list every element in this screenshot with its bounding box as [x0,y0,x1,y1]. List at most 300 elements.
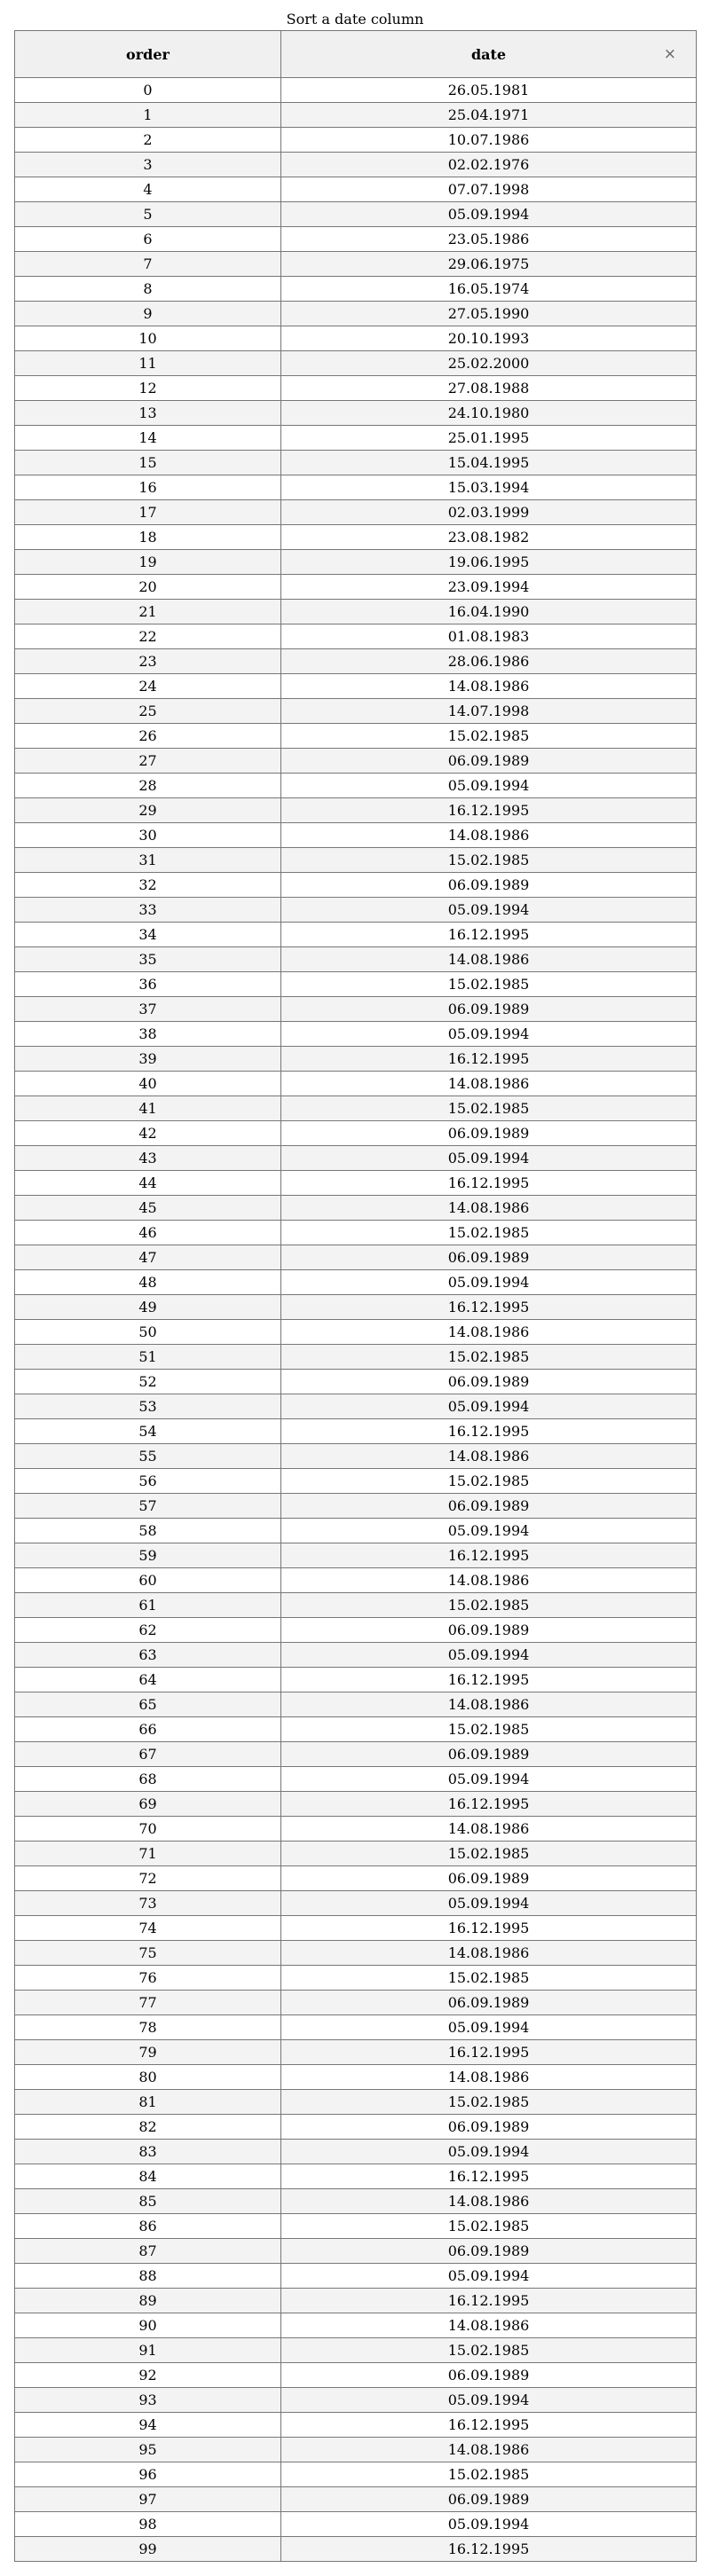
table-row [15,351,697,376]
table-row [15,2140,697,2164]
date-cell: 02.02.1976 [281,153,697,177]
column-header-order[interactable] [15,31,281,78]
order-cell: 25 [15,699,281,724]
date-cell: 16.12.1995 [281,1916,697,1941]
table-row [15,624,697,649]
date-cell: 25.02.2000 [281,351,697,376]
order-cell: 1 [15,103,281,128]
table-row [15,2363,697,2388]
order-cell: 56 [15,1469,281,1494]
date-cell: 27.05.1990 [281,302,697,326]
date-cell: 24.10.1980 [281,401,697,426]
table-row [15,1842,697,1866]
order-cell: 55 [15,1444,281,1469]
table-row [15,1792,697,1817]
order-cell: 11 [15,351,281,376]
order-cell: 10 [15,326,281,351]
table-row [15,1245,697,1270]
date-cell: 14.08.1986 [281,2065,697,2090]
page-title: Sort a date column [286,11,424,27]
date-cell: 05.09.1994 [281,202,697,227]
date-cell: 06.09.1989 [281,2115,697,2140]
date-cell: 16.12.1995 [281,1419,697,1444]
table-row [15,649,697,674]
order-cell: 57 [15,1494,281,1519]
date-cell: 05.09.1994 [281,2140,697,2164]
order-cell: 86 [15,2214,281,2239]
date-cell: 15.02.1985 [281,724,697,749]
date-cell: 06.09.1989 [281,1370,697,1394]
date-cell: 05.09.1994 [281,2512,697,2537]
order-cell: 35 [15,947,281,972]
table-row [15,500,697,525]
date-cell: 14.08.1986 [281,674,697,699]
table-row [15,1047,697,1072]
table-row [15,227,697,252]
order-cell: 39 [15,1047,281,1072]
order-cell: 96 [15,2462,281,2487]
date-cell: 06.09.1989 [281,2487,697,2512]
order-cell: 22 [15,624,281,649]
table-row [15,1494,697,1519]
order-cell: 27 [15,749,281,774]
order-cell: 8 [15,277,281,302]
date-cell: 02.03.1999 [281,500,697,525]
table-row [15,600,697,624]
date-cell: 06.09.1989 [281,1245,697,1270]
date-cell: 06.09.1989 [281,1991,697,2015]
date-cell: 25.01.1995 [281,426,697,451]
table-row [15,426,697,451]
date-cell: 25.04.1971 [281,103,697,128]
date-cell: 16.12.1995 [281,2164,697,2189]
order-cell: 80 [15,2065,281,2090]
table-row [15,177,697,202]
table-row [15,724,697,749]
date-cell: 16.12.1995 [281,1792,697,1817]
date-cell: 16.12.1995 [281,1295,697,1320]
table-row [15,798,697,823]
order-cell: 75 [15,1941,281,1966]
date-cell: 06.09.1989 [281,2239,697,2264]
date-cell: 14.07.1998 [281,699,697,724]
date-cell: 07.07.1998 [281,177,697,202]
order-cell: 49 [15,1295,281,1320]
order-cell: 44 [15,1171,281,1196]
table-row [15,1469,697,1494]
date-cell: 05.09.1994 [281,1519,697,1543]
order-cell: 89 [15,2289,281,2313]
order-cell: 19 [15,550,281,575]
order-cell: 83 [15,2140,281,2164]
date-cell: 14.08.1986 [281,2438,697,2462]
table-row [15,1196,697,1221]
table-row [15,1668,697,1692]
table-row [15,2015,697,2040]
table-row [15,302,697,326]
date-cell: 16.12.1995 [281,2537,697,2562]
table-row [15,1345,697,1370]
order-cell: 52 [15,1370,281,1394]
order-cell: 47 [15,1245,281,1270]
order-cell: 67 [15,1742,281,1767]
order-cell: 29 [15,798,281,823]
order-cell: 93 [15,2388,281,2413]
table-row [15,674,697,699]
table-row [15,2487,697,2512]
table-row [15,1717,697,1742]
date-cell: 15.02.1985 [281,1345,697,1370]
table-row [15,78,697,103]
order-cell: 51 [15,1345,281,1370]
date-cell: 14.08.1986 [281,947,697,972]
date-cell: 15.02.1985 [281,1717,697,1742]
table-row [15,823,697,848]
order-cell: 76 [15,1966,281,1991]
table-row [15,2115,697,2140]
order-cell: 3 [15,153,281,177]
table-row [15,2338,697,2363]
order-cell: 7 [15,252,281,277]
date-cell: 16.04.1990 [281,600,697,624]
date-table [14,30,697,2562]
order-cell: 82 [15,2115,281,2140]
order-cell: 28 [15,774,281,798]
order-cell: 66 [15,1717,281,1742]
table-row [15,774,697,798]
order-cell: 65 [15,1692,281,1717]
order-cell: 53 [15,1394,281,1419]
date-cell: 23.05.1986 [281,227,697,252]
order-cell: 41 [15,1096,281,1121]
table-row [15,898,697,923]
date-cell: 06.09.1989 [281,1866,697,1891]
table-row [15,451,697,475]
order-cell: 62 [15,1618,281,1643]
order-cell: 2 [15,128,281,153]
table-row [15,873,697,898]
date-cell: 05.09.1994 [281,1146,697,1171]
order-cell: 50 [15,1320,281,1345]
order-cell: 88 [15,2264,281,2289]
order-cell: 74 [15,1916,281,1941]
table-row [15,1444,697,1469]
order-cell: 38 [15,1022,281,1047]
date-cell: 05.09.1994 [281,774,697,798]
date-cell: 26.05.1981 [281,78,697,103]
order-cell: 33 [15,898,281,923]
date-cell: 14.08.1986 [281,1941,697,1966]
date-cell: 10.07.1986 [281,128,697,153]
table-row [15,1121,697,1146]
column-header-label: date [470,45,507,63]
order-cell: 78 [15,2015,281,2040]
date-cell: 15.04.1995 [281,451,697,475]
order-cell: 9 [15,302,281,326]
table-row [15,1817,697,1842]
order-cell: 84 [15,2164,281,2189]
date-cell: 05.09.1994 [281,1767,697,1792]
order-cell: 73 [15,1891,281,1916]
table-row [15,1270,697,1295]
table-row [15,1096,697,1121]
table-row [15,1643,697,1668]
table-row [15,1419,697,1444]
order-cell: 45 [15,1196,281,1221]
date-cell: 15.02.1985 [281,1469,697,1494]
order-cell: 32 [15,873,281,898]
table-row [15,1568,697,1593]
date-cell: 01.08.1983 [281,624,697,649]
table-row [15,2239,697,2264]
date-cell: 16.12.1995 [281,2040,697,2065]
date-cell: 16.05.1974 [281,277,697,302]
table-row [15,1916,697,1941]
date-cell: 06.09.1989 [281,997,697,1022]
table-row [15,1519,697,1543]
table-row [15,525,697,550]
table-row [15,699,697,724]
date-cell: 06.09.1989 [281,749,697,774]
order-cell: 0 [15,78,281,103]
date-cell: 15.02.1985 [281,1842,697,1866]
date-cell: 16.12.1995 [281,1543,697,1568]
date-cell: 14.08.1986 [281,1444,697,1469]
table-row [15,2189,697,2214]
table-row [15,997,697,1022]
order-cell: 87 [15,2239,281,2264]
table-row [15,2388,697,2413]
date-cell: 06.09.1989 [281,1121,697,1146]
order-cell: 60 [15,1568,281,1593]
date-cell: 05.09.1994 [281,2264,697,2289]
table-row [15,326,697,351]
order-cell: 23 [15,649,281,674]
table-row [15,2512,697,2537]
column-header-label: order [126,45,170,63]
order-cell: 43 [15,1146,281,1171]
date-cell: 05.09.1994 [281,2015,697,2040]
date-cell: 14.08.1986 [281,1692,697,1717]
date-cell: 15.02.1985 [281,1221,697,1245]
date-cell: 23.09.1994 [281,575,697,600]
table-row [15,2065,697,2090]
table-row [15,1966,697,1991]
table-row [15,972,697,997]
table-row [15,575,697,600]
date-cell: 15.02.1985 [281,1593,697,1618]
date-cell: 14.08.1986 [281,823,697,848]
date-cell: 15.02.1985 [281,972,697,997]
table-row [15,252,697,277]
order-cell: 72 [15,1866,281,1891]
date-cell: 05.09.1994 [281,1022,697,1047]
order-cell: 79 [15,2040,281,2065]
order-cell: 59 [15,1543,281,1568]
date-cell: 05.09.1994 [281,898,697,923]
table-row [15,1692,697,1717]
table-row [15,947,697,972]
order-cell: 40 [15,1072,281,1096]
date-cell: 19.06.1995 [281,550,697,575]
date-cell: 15.03.1994 [281,475,697,500]
date-cell: 14.08.1986 [281,1320,697,1345]
order-cell: 30 [15,823,281,848]
table-row [15,1171,697,1196]
table-row [15,2438,697,2462]
date-cell: 14.08.1986 [281,1072,697,1096]
date-cell: 23.08.1982 [281,525,697,550]
order-cell: 64 [15,1668,281,1692]
table-row [15,103,697,128]
date-cell: 05.09.1994 [281,1270,697,1295]
date-cell: 15.02.1985 [281,2338,697,2363]
table-row [15,2537,697,2562]
order-cell: 63 [15,1643,281,1668]
date-cell: 06.09.1989 [281,1742,697,1767]
table-row [15,1991,697,2015]
table-row [15,2289,697,2313]
table-row [15,1221,697,1245]
date-cell: 14.08.1986 [281,2189,697,2214]
date-cell: 15.02.1985 [281,2462,697,2487]
order-cell: 61 [15,1593,281,1618]
order-cell: 58 [15,1519,281,1543]
column-header-date[interactable] [281,31,697,78]
date-cell: 16.12.1995 [281,2413,697,2438]
order-cell: 94 [15,2413,281,2438]
table-row [15,128,697,153]
table-row [15,401,697,426]
table-row [15,376,697,401]
date-cell: 16.12.1995 [281,1668,697,1692]
date-cell: 15.02.1985 [281,1966,697,1991]
table-row [15,153,697,177]
order-cell: 12 [15,376,281,401]
date-cell: 05.09.1994 [281,1394,697,1419]
order-cell: 99 [15,2537,281,2562]
date-cell: 14.08.1986 [281,1568,697,1593]
order-cell: 90 [15,2313,281,2338]
table-row [15,2164,697,2189]
table-row [15,1394,697,1419]
table-row [15,1022,697,1047]
order-cell: 70 [15,1817,281,1842]
table-row [15,1146,697,1171]
order-cell: 6 [15,227,281,252]
date-cell: 15.02.1985 [281,2214,697,2239]
date-cell: 29.06.1975 [281,252,697,277]
date-cell: 05.09.1994 [281,1891,697,1916]
order-cell: 68 [15,1767,281,1792]
order-cell: 17 [15,500,281,525]
date-cell: 16.12.1995 [281,2289,697,2313]
order-cell: 42 [15,1121,281,1146]
table-row [15,1072,697,1096]
table-row [15,277,697,302]
date-cell: 14.08.1986 [281,2313,697,2338]
order-cell: 92 [15,2363,281,2388]
order-cell: 91 [15,2338,281,2363]
date-cell: 05.09.1994 [281,1643,697,1668]
table-row [15,1618,697,1643]
order-cell: 21 [15,600,281,624]
table-row [15,1941,697,1966]
table-row [15,2264,697,2289]
table-row [15,1295,697,1320]
table-row [15,923,697,947]
order-cell: 16 [15,475,281,500]
table-row [15,1866,697,1891]
order-cell: 15 [15,451,281,475]
table-row [15,2413,697,2438]
date-cell: 06.09.1989 [281,1494,697,1519]
sort-toggle-icon[interactable]: ⨯ [663,45,676,63]
date-cell: 20.10.1993 [281,326,697,351]
order-cell: 69 [15,1792,281,1817]
order-cell: 48 [15,1270,281,1295]
date-cell: 16.12.1995 [281,798,697,823]
table-row [15,848,697,873]
table-row [15,550,697,575]
date-cell: 27.08.1988 [281,376,697,401]
date-cell: 06.09.1989 [281,873,697,898]
date-cell: 15.02.1985 [281,2090,697,2115]
order-cell: 54 [15,1419,281,1444]
table-row [15,1742,697,1767]
date-cell: 14.08.1986 [281,1817,697,1842]
order-cell: 34 [15,923,281,947]
order-cell: 24 [15,674,281,699]
order-cell: 31 [15,848,281,873]
order-cell: 14 [15,426,281,451]
table-row [15,2462,697,2487]
order-cell: 20 [15,575,281,600]
date-cell: 14.08.1986 [281,1196,697,1221]
order-cell: 95 [15,2438,281,2462]
date-cell: 16.12.1995 [281,923,697,947]
table-row [15,1593,697,1618]
date-cell: 06.09.1989 [281,1618,697,1643]
date-cell: 16.12.1995 [281,1047,697,1072]
order-cell: 85 [15,2189,281,2214]
order-cell: 26 [15,724,281,749]
date-cell: 05.09.1994 [281,2388,697,2413]
order-cell: 46 [15,1221,281,1245]
order-cell: 77 [15,1991,281,2015]
order-cell: 36 [15,972,281,997]
table-row [15,2040,697,2065]
order-cell: 71 [15,1842,281,1866]
table-row [15,1767,697,1792]
table-row [15,2214,697,2239]
order-cell: 97 [15,2487,281,2512]
order-cell: 37 [15,997,281,1022]
order-cell: 5 [15,202,281,227]
table-row [15,749,697,774]
order-cell: 4 [15,177,281,202]
date-cell: 06.09.1989 [281,2363,697,2388]
table-row [15,1543,697,1568]
table-header-row [15,31,697,78]
date-cell: 28.06.1986 [281,649,697,674]
table-row [15,1370,697,1394]
order-cell: 81 [15,2090,281,2115]
order-cell: 18 [15,525,281,550]
table-row [15,2313,697,2338]
date-cell: 15.02.1985 [281,848,697,873]
table-row [15,1891,697,1916]
